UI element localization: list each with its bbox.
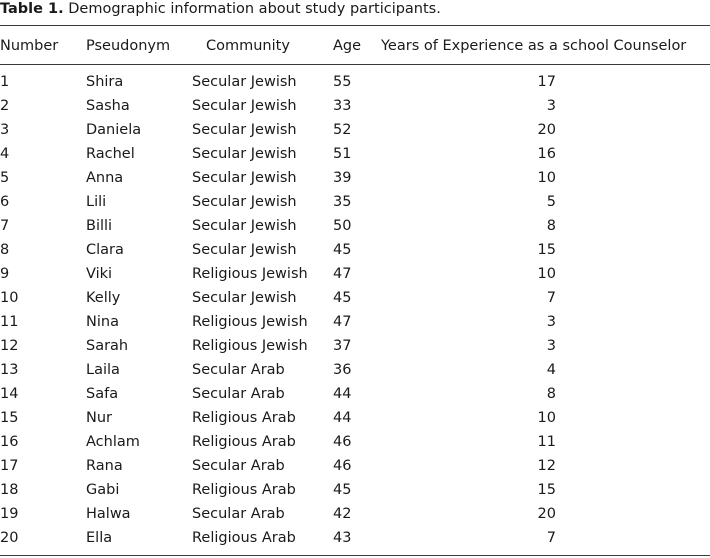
header-community: Community — [206, 38, 290, 54]
cell-number: 13 — [0, 362, 19, 378]
cell-community: Religious Jewish — [192, 266, 308, 282]
cell-number: 15 — [0, 410, 19, 426]
cell-number: 6 — [0, 194, 10, 210]
cell-age: 50 — [333, 218, 352, 234]
cell-age: 46 — [333, 434, 352, 450]
cell-age: 45 — [333, 290, 352, 306]
cell-years-experience: 8 — [546, 218, 556, 234]
cell-number: 1 — [0, 74, 10, 90]
table-row — [0, 478, 710, 502]
cell-number: 18 — [0, 482, 19, 498]
cell-years-experience: 7 — [546, 290, 556, 306]
table-row — [0, 286, 710, 310]
cell-community: Secular Arab — [192, 506, 285, 522]
cell-number: 12 — [0, 338, 19, 354]
cell-pseudonym: Shira — [86, 74, 124, 90]
table-body — [0, 70, 710, 550]
cell-number: 5 — [0, 170, 10, 186]
table-row — [0, 406, 710, 430]
cell-pseudonym: Clara — [86, 242, 124, 258]
cell-community: Secular Jewish — [192, 170, 297, 186]
table-header — [0, 34, 710, 58]
table-row — [0, 358, 710, 382]
cell-community: Religious Arab — [192, 410, 296, 426]
cell-community: Secular Jewish — [192, 194, 297, 210]
cell-pseudonym: Achlam — [86, 434, 140, 450]
table-row — [0, 142, 710, 166]
table-row — [0, 214, 710, 238]
cell-pseudonym: Ella — [86, 530, 113, 546]
cell-pseudonym: Rana — [86, 458, 123, 474]
cell-age: 55 — [333, 74, 352, 90]
header-number: Number — [0, 38, 59, 54]
header-rule — [0, 64, 710, 65]
cell-age: 39 — [333, 170, 352, 186]
cell-number: 3 — [0, 122, 10, 138]
cell-age: 35 — [333, 194, 352, 210]
cell-community: Religious Arab — [192, 434, 296, 450]
header-age: Age — [333, 38, 362, 54]
cell-pseudonym: Nina — [86, 314, 119, 330]
cell-years-experience: 10 — [537, 170, 556, 186]
table-row — [0, 526, 710, 550]
cell-community: Secular Arab — [192, 362, 285, 378]
cell-age: 36 — [333, 362, 352, 378]
cell-age: 44 — [333, 386, 352, 402]
table-row — [0, 70, 710, 94]
cell-years-experience: 3 — [546, 98, 556, 114]
cell-community: Secular Jewish — [192, 218, 297, 234]
cell-pseudonym: Safa — [86, 386, 119, 402]
cell-years-experience: 5 — [546, 194, 556, 210]
cell-years-experience: 11 — [537, 434, 556, 450]
cell-age: 45 — [333, 482, 352, 498]
cell-age: 43 — [333, 530, 352, 546]
table-row — [0, 166, 710, 190]
cell-number: 2 — [0, 98, 10, 114]
cell-community: Religious Arab — [192, 482, 296, 498]
cell-number: 19 — [0, 506, 19, 522]
cell-pseudonym: Kelly — [86, 290, 121, 306]
cell-age: 47 — [333, 314, 352, 330]
cell-years-experience: 3 — [546, 314, 556, 330]
cell-community: Secular Jewish — [192, 146, 297, 162]
cell-number: 16 — [0, 434, 19, 450]
table-row — [0, 94, 710, 118]
cell-years-experience: 15 — [537, 482, 556, 498]
cell-pseudonym: Anna — [86, 170, 124, 186]
table-row — [0, 238, 710, 262]
cell-pseudonym: Sasha — [86, 98, 130, 114]
cell-community: Secular Arab — [192, 386, 285, 402]
cell-age: 42 — [333, 506, 352, 522]
cell-years-experience: 16 — [537, 146, 556, 162]
cell-community: Secular Jewish — [192, 122, 297, 138]
cell-pseudonym: Lili — [86, 194, 107, 210]
table-row — [0, 262, 710, 286]
cell-pseudonym: Nur — [86, 410, 112, 426]
cell-years-experience: 3 — [546, 338, 556, 354]
cell-years-experience: 10 — [537, 266, 556, 282]
cell-years-experience: 20 — [537, 506, 556, 522]
table-row — [0, 310, 710, 334]
cell-years-experience: 7 — [546, 530, 556, 546]
table-row — [0, 430, 710, 454]
cell-years-experience: 15 — [537, 242, 556, 258]
cell-community: Religious Jewish — [192, 338, 308, 354]
cell-years-experience: 4 — [546, 362, 556, 378]
cell-years-experience: 12 — [537, 458, 556, 474]
cell-age: 46 — [333, 458, 352, 474]
cell-age: 37 — [333, 338, 352, 354]
cell-years-experience: 10 — [537, 410, 556, 426]
table-row — [0, 334, 710, 358]
table-row — [0, 190, 710, 214]
cell-pseudonym: Viki — [86, 266, 113, 282]
cell-number: 11 — [0, 314, 19, 330]
cell-age: 52 — [333, 122, 352, 138]
caption-label: Table 1. — [0, 1, 64, 17]
cell-community: Secular Jewish — [192, 290, 297, 306]
header-pseudonym: Pseudonym — [86, 38, 171, 54]
cell-years-experience: 17 — [537, 74, 556, 90]
cell-years-experience: 20 — [537, 122, 556, 138]
header-years-experience: Years of Experience as a school Counselor — [381, 38, 687, 54]
cell-community: Secular Jewish — [192, 74, 297, 90]
cell-community: Religious Arab — [192, 530, 296, 546]
cell-pseudonym: Laila — [86, 362, 120, 378]
cell-age: 44 — [333, 410, 352, 426]
cell-number: 9 — [0, 266, 10, 282]
cell-pseudonym: Halwa — [86, 506, 131, 522]
cell-years-experience: 8 — [546, 386, 556, 402]
cell-number: 14 — [0, 386, 19, 402]
cell-pseudonym: Sarah — [86, 338, 129, 354]
cell-pseudonym: Billi — [86, 218, 113, 234]
table-row — [0, 382, 710, 406]
table-row — [0, 454, 710, 478]
cell-community: Secular Arab — [192, 458, 285, 474]
table-row — [0, 502, 710, 526]
top-rule — [0, 25, 710, 26]
cell-community: Religious Jewish — [192, 314, 308, 330]
cell-community: Secular Jewish — [192, 98, 297, 114]
cell-pseudonym: Rachel — [86, 146, 135, 162]
cell-pseudonym: Gabi — [86, 482, 120, 498]
cell-number: 7 — [0, 218, 10, 234]
cell-age: 51 — [333, 146, 352, 162]
cell-pseudonym: Daniela — [86, 122, 142, 138]
cell-age: 33 — [333, 98, 352, 114]
caption-text: Demographic information about study participants. — [63, 1, 441, 17]
cell-number: 10 — [0, 290, 19, 306]
bottom-rule — [0, 555, 710, 556]
cell-age: 47 — [333, 266, 352, 282]
cell-community: Secular Jewish — [192, 242, 297, 258]
cell-number: 8 — [0, 242, 10, 258]
table-caption — [0, 0, 441, 24]
cell-age: 45 — [333, 242, 352, 258]
cell-number: 17 — [0, 458, 19, 474]
table-row — [0, 118, 710, 142]
cell-number: 4 — [0, 146, 10, 162]
cell-number: 20 — [0, 530, 19, 546]
